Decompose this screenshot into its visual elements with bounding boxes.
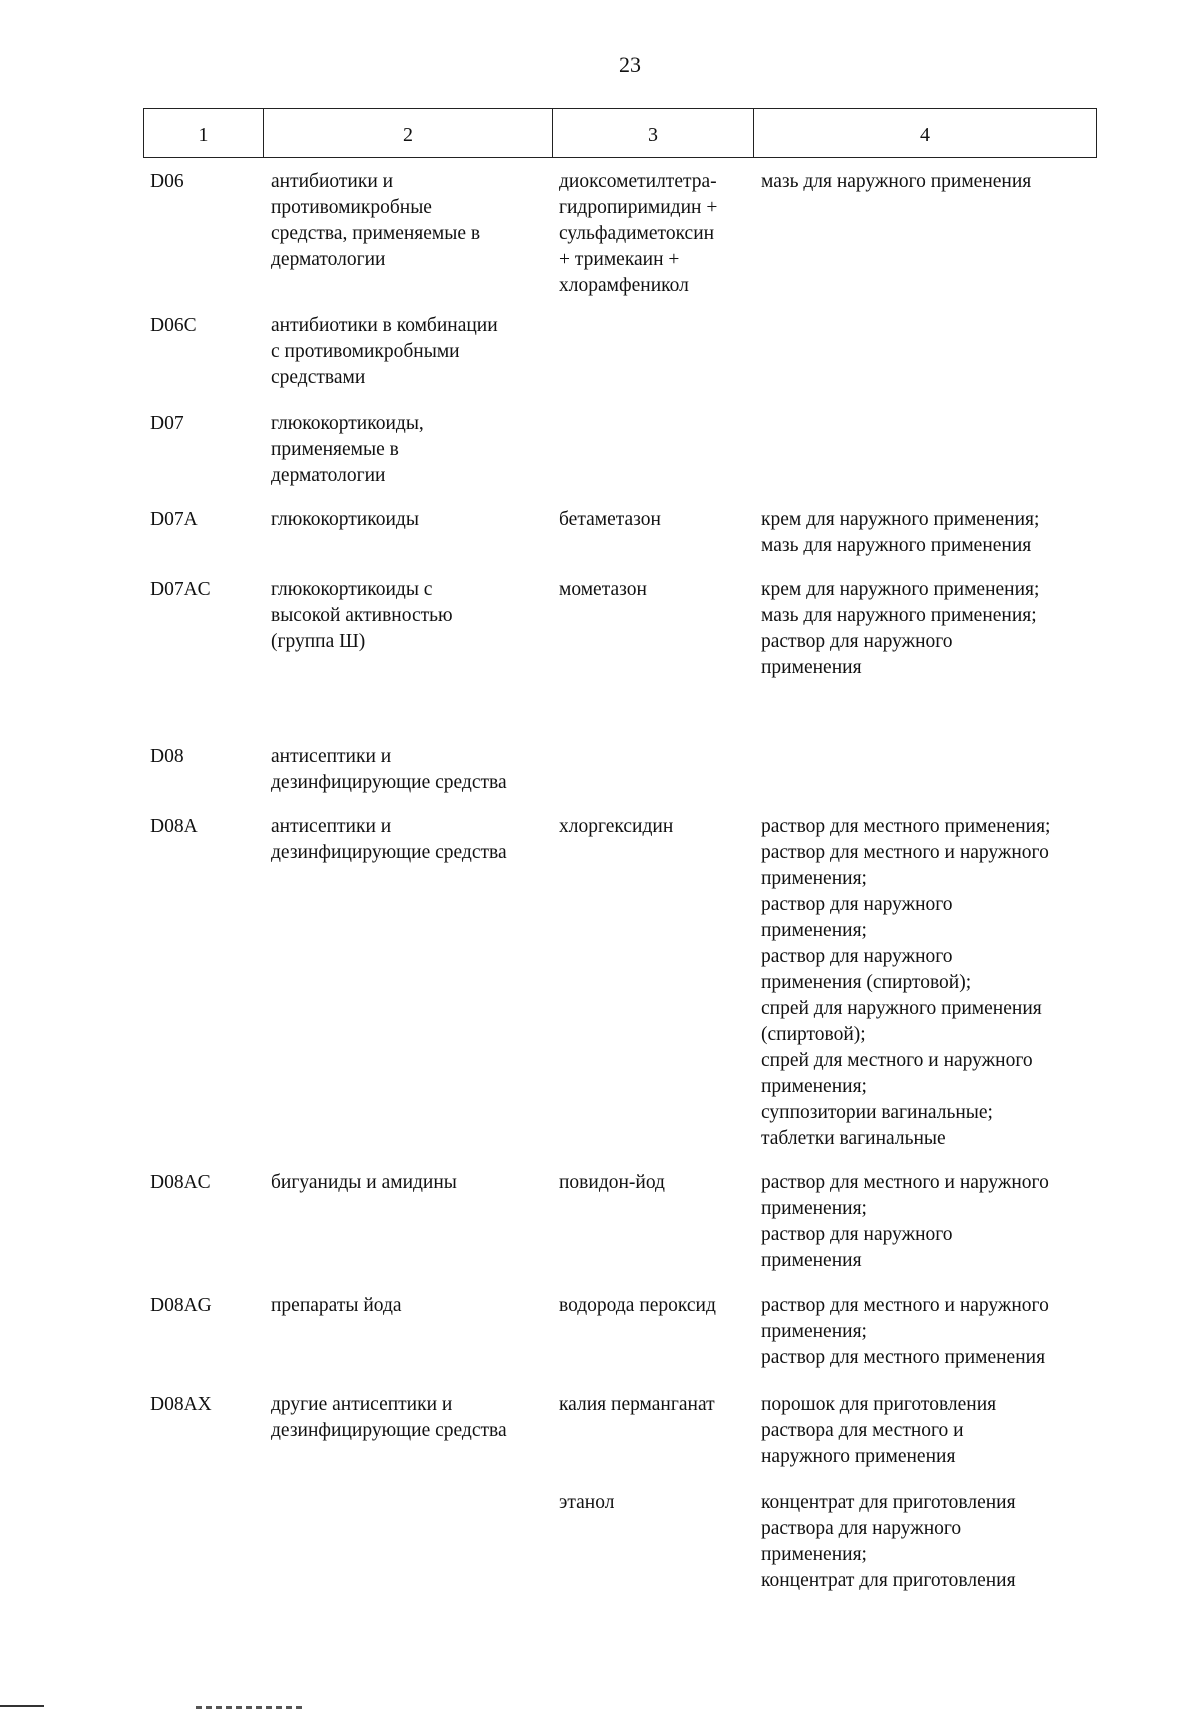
drug-cell: хлоргексидин <box>559 816 674 837</box>
group-cell: глюкокортикоиды <box>271 509 419 530</box>
margin-scan-line <box>0 1705 44 1707</box>
drug-cell: калия перманганат <box>559 1394 715 1415</box>
form-cell: раствор для местного и наружного применения; раствор для местного применения <box>761 1295 1049 1368</box>
form-cell: порошок для приготовления раствора для местного и наружного применения <box>761 1394 997 1467</box>
column-header-4: 4 <box>920 124 930 146</box>
code-cell: D08AG <box>150 1295 212 1316</box>
drug-cell: повидон-йод <box>559 1172 665 1193</box>
column-header-row <box>143 108 1097 158</box>
code-cell: D08AC <box>150 1172 211 1193</box>
form-cell: крем для наружного применения; мазь для наружного применения; раствор для наружного применения <box>761 579 1040 678</box>
group-cell: антибиотики в комбинации с противомикробными средствами <box>271 315 498 388</box>
group-cell: бигуаниды и амидины <box>271 1172 457 1193</box>
group-cell: другие антисептики и дезинфицирующие средства <box>271 1394 507 1441</box>
group-cell: глюкокортикоиды, применяемые в дерматологии <box>271 413 424 486</box>
code-cell: D07 <box>150 413 184 434</box>
group-cell: антисептики и дезинфицирующие средства <box>271 746 507 793</box>
column-header-2: 2 <box>264 109 553 157</box>
group-cell: антисептики и дезинфицирующие средства <box>271 816 507 863</box>
form-cell: раствор для местного применения; раствор для местного и наружного применения; раствор для наружного применения; раствор для наружного применения (спиртовой); спрей для наружного применения (спиртовой); спрей для местного и наружного применения; суппозитории вагинальные; таблетки вагинальные <box>761 816 1051 1149</box>
group-cell: глюкокортикоиды с высокой активностью (группа Ш) <box>271 579 453 652</box>
group-cell: антибиотики и противомикробные средства, применяемые в дерматологии <box>271 171 481 270</box>
form-cell: раствор для местного и наружного применения; раствор для наружного применения <box>761 1172 1049 1271</box>
code-cell: D08 <box>150 746 184 767</box>
form-cell: крем для наружного применения; мазь для наружного применения <box>761 509 1040 556</box>
drug-cell: водорода пероксид <box>559 1295 716 1316</box>
drug-cell: бетаметазон <box>559 509 661 530</box>
code-cell: D07AC <box>150 579 211 600</box>
code-cell: D06 <box>150 171 184 192</box>
form-cell: мазь для наружного применения <box>761 171 1032 192</box>
drug-cell: этанол <box>559 1492 615 1513</box>
drug-cell: мометазон <box>559 579 647 600</box>
code-cell: D06C <box>150 315 197 336</box>
column-header-1: 1 <box>144 109 264 157</box>
page-number: 23 <box>619 52 641 77</box>
bottom-scan-mark <box>196 1706 306 1709</box>
code-cell: D08AX <box>150 1394 212 1415</box>
group-cell: препараты йода <box>271 1295 402 1316</box>
code-cell: D08A <box>150 816 198 837</box>
drug-cell: диоксометилтетра- гидропиримидин + сульфадиметоксин + тримекаин + хлорамфеникол <box>559 171 718 296</box>
form-cell: концентрат для приготовления раствора для наружного применения; концентрат для приготовления <box>761 1492 1016 1591</box>
code-cell: D07A <box>150 509 198 530</box>
column-header-3: 3 <box>553 109 754 157</box>
